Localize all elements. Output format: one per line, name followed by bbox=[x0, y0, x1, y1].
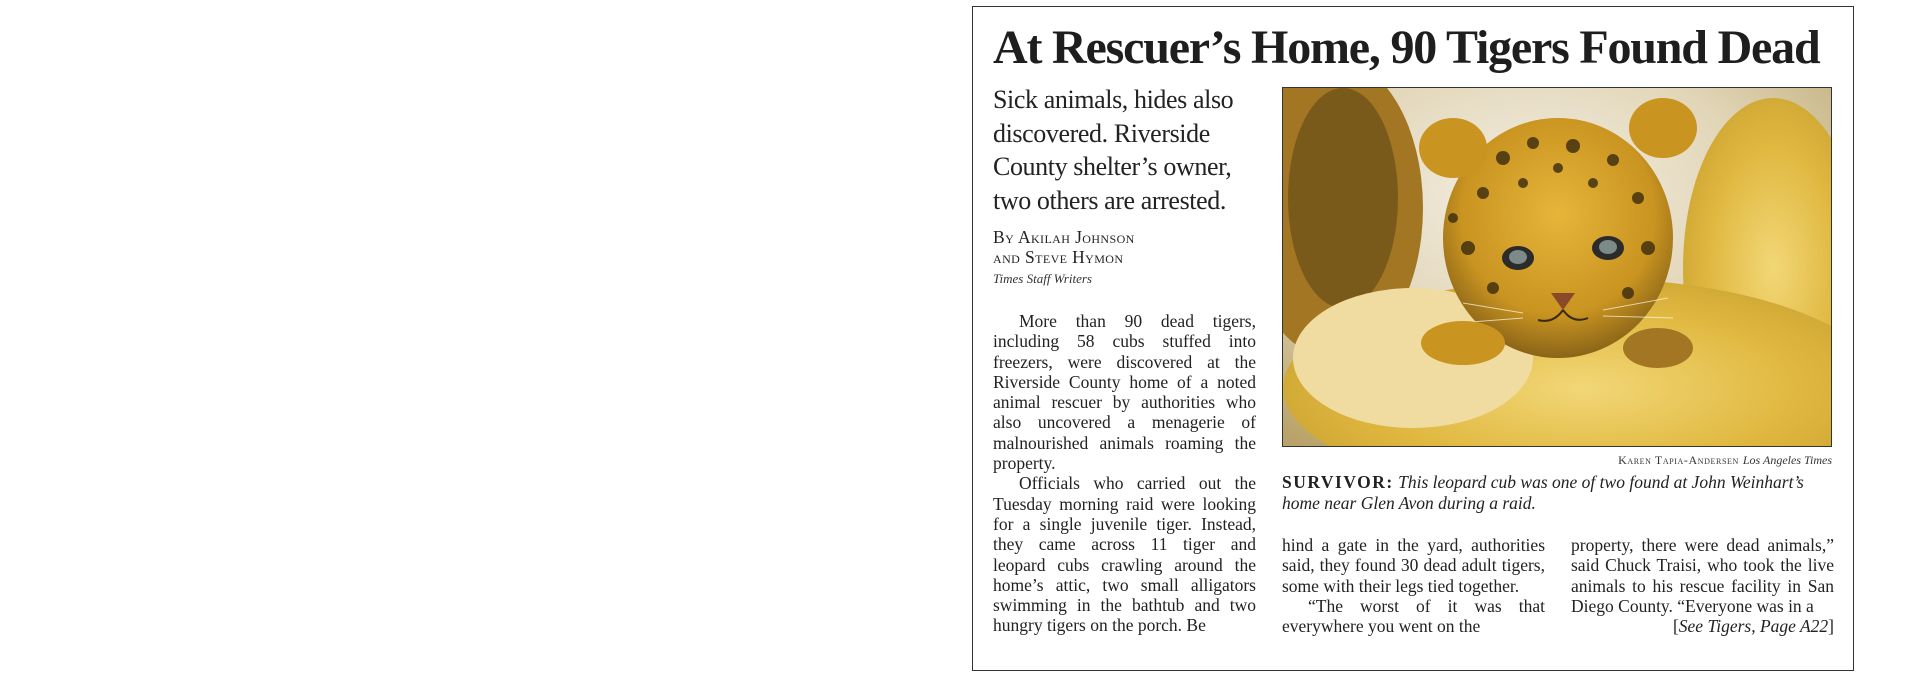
jump-line bbox=[1571, 616, 1834, 636]
paragraph: “The worst of it was that everywhere you went on the bbox=[1282, 595, 1545, 637]
article-column-1 bbox=[993, 311, 1256, 636]
deck-subheadline: Sick animals, hides also discovered. Riverside County shelter’s owner, two others are arrested. bbox=[993, 85, 1234, 215]
caption-lead: SURVIVOR: bbox=[1282, 472, 1394, 492]
jump-bracket-close: ] bbox=[1828, 616, 1834, 637]
byline bbox=[993, 227, 1263, 267]
newspaper-clipping bbox=[972, 6, 1854, 671]
paragraph: hind a gate in the yard, authorities said, they found 30 dead adult tigers, some with their legs tied together. bbox=[1282, 535, 1545, 596]
headline: At Rescuer’s Home, 90 Tigers Found Dead bbox=[993, 21, 1820, 74]
paragraph: Officials who carried out the Tuesday morning raid were looking for a single juvenile tiger. Instead, they came across 11 tiger and leopard cubs crawling around the home’s attic, two small alligators swimming in the bathtub and two hungry tigers on the porch. Be bbox=[993, 473, 1256, 636]
jump-bracket-open: [ bbox=[1672, 616, 1679, 637]
jump-reference[interactable]: See Tigers, Page A22 bbox=[1678, 616, 1829, 637]
photo-credit-name: Karen Tapia-Andersen bbox=[1618, 453, 1739, 467]
paragraph: More than 90 dead tigers, including 58 cubs stuffed into freezers, were discovered at the Riverside County home of a noted animal rescuer by authorities who also uncovered a menagerie of malnourished animals roaming the property. bbox=[993, 311, 1256, 474]
leopard-cub-photo bbox=[1282, 87, 1832, 447]
photo-caption bbox=[1282, 472, 1832, 513]
article-column-3 bbox=[1571, 535, 1834, 636]
article-column-2 bbox=[1282, 535, 1545, 636]
paragraph: property, there were dead animals,” said Chuck Traisi, who took the live animals to his rescue facility in San Diego County. “Everyone was in a bbox=[1571, 535, 1834, 616]
byline-role: Times Staff Writers bbox=[993, 271, 1092, 286]
byline-author-1: By Akilah Johnson bbox=[993, 227, 1135, 247]
byline-author-2: and Steve Hymon bbox=[993, 247, 1124, 267]
caption-text: This leopard cub was one of two found at John Weinhart’s home near Glen Avon during a raid. bbox=[1282, 472, 1804, 513]
photo-credit bbox=[1282, 453, 1832, 468]
photo-credit-org: Los Angeles Times bbox=[1742, 453, 1832, 467]
